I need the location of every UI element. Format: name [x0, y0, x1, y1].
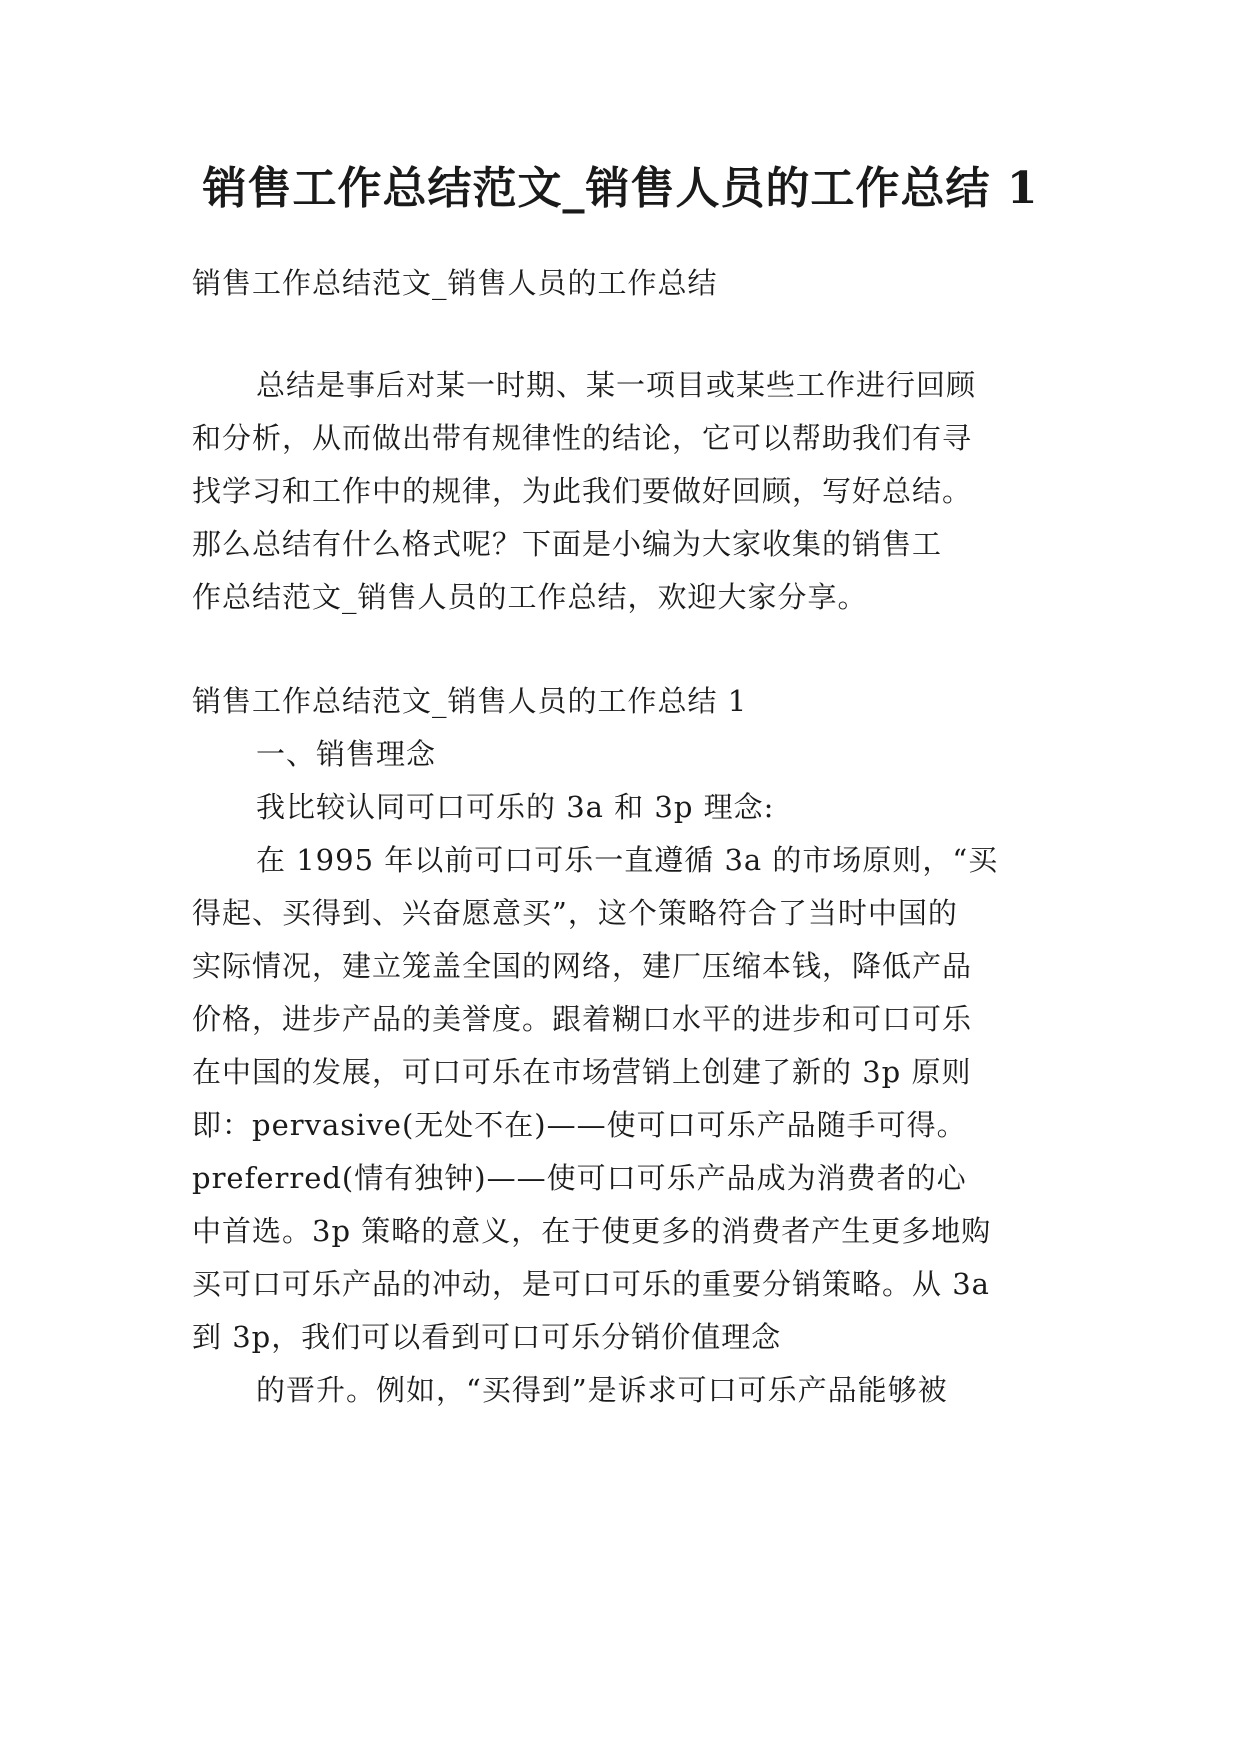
- paragraph: 我比较认同可口可乐的 3a 和 3p 理念:: [256, 790, 775, 824]
- body-line: 得起、买得到、兴奋愿意买”，这个策略符合了当时中国的: [192, 896, 958, 930]
- intro-line: 总结是事后对某一时期、某一项目或某些工作进行回顾: [256, 368, 977, 402]
- body-line: 在 1995 年以前可口可乐一直遵循 3a 的市场原则，“买: [256, 843, 999, 877]
- intro-line: 作总结范文_销售人员的工作总结，欢迎大家分享。: [192, 580, 868, 614]
- body-line: 到 3p，我们可以看到可口可乐分销价值理念: [192, 1320, 782, 1354]
- intro-line: 找学习和工作中的规律，为此我们要做好回顾，写好总结。: [192, 474, 973, 508]
- body-line: 中首选。3p 策略的意义，在于使更多的消费者产生更多地购: [192, 1214, 992, 1248]
- body-line: 即：pervasive(无处不在)——使可口可乐产品随手可得。: [192, 1108, 967, 1142]
- section-heading: 销售工作总结范文_销售人员的工作总结 1: [192, 684, 748, 718]
- intro-line: 那么总结有什么格式呢？下面是小编为大家收集的销售工: [192, 527, 943, 561]
- body-line: 的晋升。例如，“买得到”是诉求可口可乐产品能够被: [256, 1373, 948, 1407]
- subheading: 一、销售理念: [256, 737, 437, 771]
- document-subtitle: 销售工作总结范文_销售人员的工作总结: [192, 266, 718, 300]
- intro-line: 和分析，从而做出带有规律性的结论，它可以帮助我们有寻: [192, 421, 973, 455]
- body-line: preferred(情有独钟)——使可口可乐产品成为消费者的心: [192, 1161, 967, 1195]
- body-line: 价格，进步产品的美誉度。跟着糊口水平的进步和可口可乐: [192, 1002, 973, 1036]
- body-line: 在中国的发展，可口可乐在市场营销上创建了新的 3p 原则: [192, 1055, 972, 1089]
- body-line: 买可口可乐产品的冲动，是可口可乐的重要分销策略。从 3a: [192, 1267, 990, 1301]
- document-title: 销售工作总结范文_销售人员的工作总结 1: [202, 163, 1039, 214]
- body-line: 实际情况，建立笼盖全国的网络，建厂压缩本钱，降低产品: [192, 949, 973, 983]
